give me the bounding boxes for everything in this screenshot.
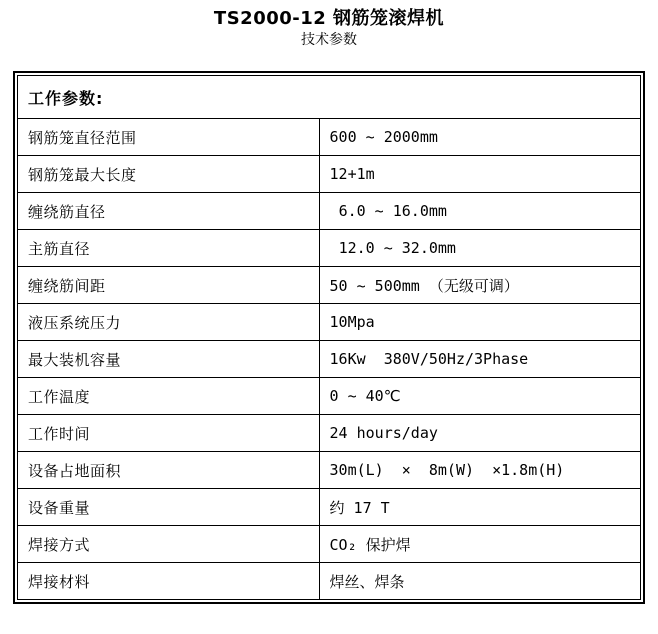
table-row [18, 156, 641, 193]
spec-label: 工作温度 [18, 378, 320, 415]
spec-value: 12.0 ~ 32.0mm [319, 230, 640, 267]
table-row [18, 563, 641, 600]
table-row [18, 378, 641, 415]
table-row [18, 489, 641, 526]
spec-label: 设备重量 [18, 489, 320, 526]
spec-value: 约 17 T [319, 489, 640, 526]
spec-value: 6.0 ~ 16.0mm [319, 193, 640, 230]
table-row [18, 267, 641, 304]
spec-value: 24 hours/day [319, 415, 640, 452]
table-row [18, 304, 641, 341]
spec-label: 缠绕筋直径 [18, 193, 320, 230]
spec-label: 钢筋笼最大长度 [18, 156, 320, 193]
spec-label: 钢筋笼直径范围 [18, 119, 320, 156]
spec-value: 600 ~ 2000mm [319, 119, 640, 156]
spec-label: 工作时间 [18, 415, 320, 452]
spec-value: 12+1m [319, 156, 640, 193]
spec-value: 0 ~ 40℃ [319, 378, 640, 415]
spec-label: 缠绕筋间距 [18, 267, 320, 304]
spec-label: 液压系统压力 [18, 304, 320, 341]
spec-table [17, 75, 641, 600]
table-row [18, 341, 641, 378]
table-header-row [18, 76, 641, 119]
spec-value: 16Kw 380V/50Hz/3Phase [319, 341, 640, 378]
page-subtitle: 技术参数 [301, 32, 357, 48]
table-row [18, 193, 641, 230]
spec-value: 10Mpa [319, 304, 640, 341]
page-title: TS2000-12 钢筋笼滚焊机 [213, 8, 445, 29]
table-row [18, 230, 641, 267]
spec-label: 最大装机容量 [18, 341, 320, 378]
spec-label: 焊接方式 [18, 526, 320, 563]
spec-label: 设备占地面积 [18, 452, 320, 489]
table-row [18, 452, 641, 489]
table-header-label: 工作参数: [18, 76, 641, 119]
spec-value: 50 ~ 500mm （无级可调） [319, 267, 640, 304]
table-row [18, 415, 641, 452]
spec-label: 主筋直径 [18, 230, 320, 267]
table-row [18, 119, 641, 156]
spec-value: CO₂ 保护焊 [319, 526, 640, 563]
table-row [18, 526, 641, 563]
spec-table-frame [13, 71, 645, 604]
spec-value: 30m(L) × 8m(W) ×1.8m(H) [319, 452, 640, 489]
spec-value: 焊丝、焊条 [319, 563, 640, 600]
spec-label: 焊接材料 [18, 563, 320, 600]
